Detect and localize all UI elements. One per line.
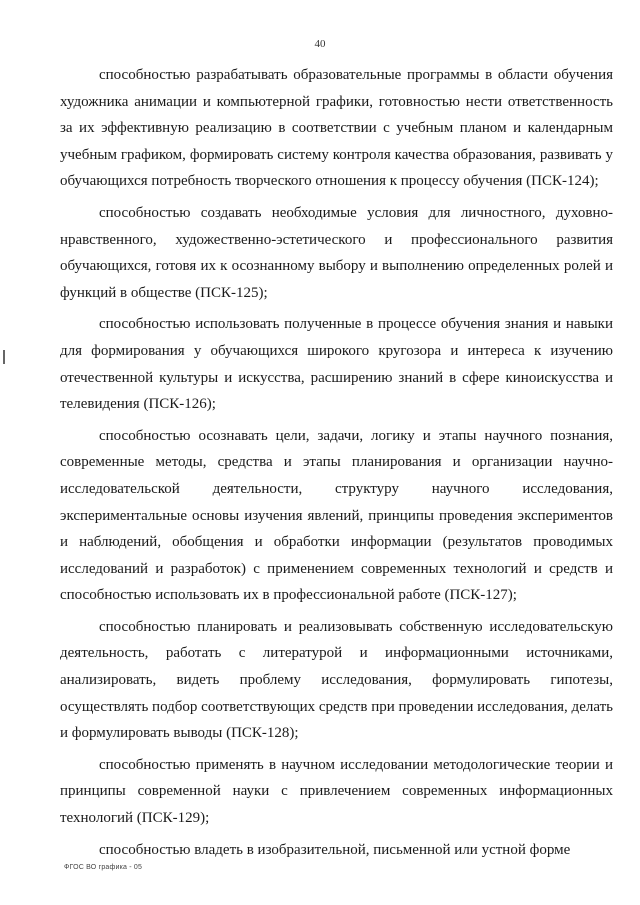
page-body [60,62,613,868]
paragraph-continuation: способностью владеть в изобразительной, письменной или устной форме [99,841,571,858]
paragraph-psk-129: способностью применять в научном исследовании методологические теории и принципы современной науки с привлечением современных информационных технологий (ПСК-129); [60,756,613,827]
footer-label: ФГОС ВО графика - 05 [64,864,143,871]
paragraph-psk-128: способностью планировать и реализовывать собственную исследовательскую деятельность, работать с литературой и информационными источниками, анализировать, видеть проблему исследования, формулировать гипотезы, осуществлять подбор соответствующих средств при проведении исследования, делать и формулировать выводы (ПСК-128); [60,618,613,742]
paragraph-psk-127: способностью осознавать цели, задачи, логику и этапы научного познания, современные методы, средства и этапы планирования и организации научно-исследовательской деятельности, структуру научного исследования, экспериментальные основы изучения явлений, принципы проведения экспериментов и наблюдений, обобщения и обработки информации (результатов проводимых исследований и разработок) с применением современных технологий и средств и способностью использовать их в профессиональной работе (ПСК-127); [60,427,613,604]
page-number: 40 [314,38,326,50]
paragraph-psk-126: способностью использовать полученные в процессе обучения знания и навыки для формирования у обучающихся широкого кругозора и интереса к изучению отечественной культуры и искусства, расширению знаний в сфере киноискусства и телевидения (ПСК-126); [60,316,613,413]
paragraph-psk-125: способностью создавать необходимые условия для личностного, духовно-нравственного, художественно-эстетического и профессионального развития обучающихся, готовя их к осознанному выбору и выполнению определенных ролей и функций в обществе (ПСК-125); [60,204,613,301]
paragraph-psk-124: способностью разрабатывать образовательные программы в области обучения художника анимации и компьютерной графики, готовностью нести ответственность за их эффективную реализацию в соответствии с учебным планом и календарным учебным графиком, формировать систему контроля качества образования, развивать у обучающихся потребность творческого отношения к процессу обучения (ПСК-124); [60,67,613,190]
scan-mark [3,350,5,364]
